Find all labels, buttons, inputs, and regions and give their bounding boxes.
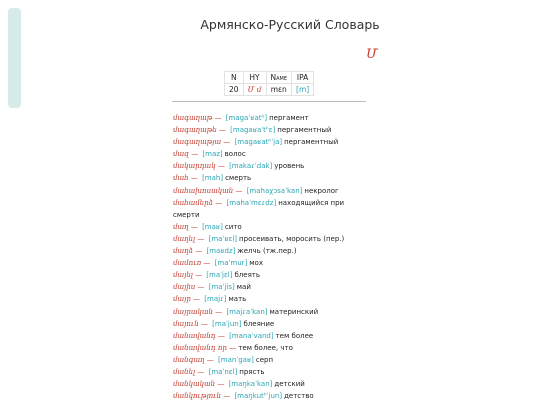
translation: пергаментный bbox=[284, 138, 339, 147]
separator-dash: — bbox=[216, 126, 229, 135]
list-item bbox=[165, 366, 365, 378]
page-title: Армянско-Русский Словарь bbox=[200, 17, 380, 32]
separator-dash: — bbox=[212, 114, 224, 122]
headword[interactable]: մայիս bbox=[173, 283, 196, 292]
headword[interactable]: մաղ bbox=[173, 222, 189, 231]
ipa-transcription: [maŋkaˈkan] bbox=[228, 380, 273, 389]
headword[interactable]: մայուն bbox=[173, 319, 199, 328]
ipa-transcription: [magaʁaˈtʰɛ] bbox=[230, 126, 276, 135]
headword[interactable]: մազ bbox=[173, 150, 189, 159]
list-item bbox=[165, 148, 365, 160]
separator-dash: — bbox=[215, 380, 227, 389]
separator-dash: — bbox=[198, 319, 211, 328]
separator-dash: — bbox=[195, 367, 207, 376]
list-item bbox=[165, 390, 365, 402]
header-name: Name bbox=[266, 72, 292, 84]
headword[interactable]: մանավանդ bbox=[173, 331, 216, 340]
translation: волос bbox=[224, 150, 246, 159]
separator-dash: — bbox=[188, 150, 201, 159]
separator-dash: — bbox=[188, 222, 201, 231]
ipa-transcription: [maˈmur] bbox=[214, 259, 248, 268]
translation: находящийся при смерти bbox=[173, 198, 345, 219]
letter-table-row bbox=[225, 84, 314, 96]
letter-heading: Մ bbox=[366, 47, 378, 62]
list-item bbox=[165, 342, 365, 354]
list-item bbox=[165, 112, 365, 124]
separator-dash: — bbox=[233, 186, 245, 195]
headword[interactable]: մագաղաթե bbox=[173, 126, 217, 135]
list-item bbox=[165, 378, 365, 390]
headword[interactable]: մանկություն bbox=[173, 392, 221, 401]
ipa-transcription: [maˈjɛl] bbox=[206, 271, 233, 280]
headword[interactable]: մակարդակ bbox=[173, 162, 216, 171]
list-item bbox=[165, 306, 365, 318]
headword[interactable]: մանավանդ որ bbox=[173, 343, 227, 352]
separator-dash: — bbox=[193, 247, 205, 256]
ipa-transcription: [maʁ] bbox=[202, 222, 223, 231]
headword[interactable]: մանգաղ bbox=[173, 355, 205, 364]
cell-hy: Մ մ bbox=[243, 84, 266, 96]
separator-dash: — bbox=[213, 198, 225, 207]
translation: смерть bbox=[225, 174, 252, 183]
ipa-transcription: [mahaˈmɛɾdz] bbox=[226, 198, 277, 207]
headword[interactable]: մամուռ bbox=[173, 259, 202, 268]
list-item bbox=[165, 172, 365, 184]
separator-dash: — bbox=[221, 392, 233, 401]
separator-dash: — bbox=[212, 307, 225, 316]
list-item bbox=[165, 330, 365, 342]
headword[interactable]: մահ bbox=[173, 174, 189, 183]
letter-table bbox=[224, 71, 314, 96]
ipa-transcription: [maˈjis] bbox=[208, 283, 235, 292]
scrollbar[interactable] bbox=[8, 8, 21, 108]
list-item bbox=[165, 281, 365, 293]
divider bbox=[172, 101, 366, 102]
headword[interactable]: մայրական bbox=[173, 307, 213, 316]
list-item bbox=[165, 293, 365, 305]
list-item bbox=[165, 124, 365, 136]
letter-table-header bbox=[225, 72, 314, 84]
translation: тем более, что bbox=[238, 343, 293, 352]
cell-ipa: [m] bbox=[292, 84, 314, 96]
separator-dash: — bbox=[192, 271, 205, 280]
translation: прясть bbox=[239, 367, 265, 376]
entry-list bbox=[165, 112, 365, 402]
ipa-transcription: [maz] bbox=[202, 150, 223, 159]
cell-name: mɛn bbox=[266, 84, 292, 96]
translation: тем более bbox=[275, 331, 314, 340]
headword[interactable]: մաղել bbox=[173, 234, 196, 243]
translation: просеивать, моросить (пер.) bbox=[239, 234, 345, 243]
list-item bbox=[165, 185, 365, 197]
separator-dash: — bbox=[195, 234, 207, 243]
ipa-transcription: [maˈnɛl] bbox=[208, 367, 238, 376]
separator-dash: — bbox=[204, 355, 217, 364]
list-item bbox=[165, 233, 365, 245]
list-item bbox=[165, 257, 365, 269]
headword[interactable]: մագաղաթ bbox=[173, 114, 213, 122]
ipa-transcription: [maˈjun] bbox=[212, 319, 242, 328]
list-item bbox=[165, 197, 365, 221]
separator-dash: — bbox=[226, 343, 239, 352]
ipa-transcription: [magaˈʁatʰ] bbox=[225, 114, 268, 122]
separator-dash: — bbox=[215, 331, 228, 340]
translation: мох bbox=[249, 259, 263, 268]
cell-n: 20 bbox=[225, 84, 244, 96]
translation: мать bbox=[228, 295, 247, 304]
headword[interactable]: մանել bbox=[173, 367, 196, 376]
translation: блеяние bbox=[243, 319, 275, 328]
ipa-transcription: [manaˈvand] bbox=[229, 331, 274, 340]
ipa-transcription: [manˈgaʁ] bbox=[218, 355, 254, 364]
separator-dash: — bbox=[195, 283, 207, 292]
translation: май bbox=[236, 283, 251, 292]
list-item bbox=[165, 221, 365, 233]
translation: блеять bbox=[234, 271, 260, 280]
translation: желчь (тж.пер.) bbox=[237, 247, 297, 256]
headword[interactable]: մայր bbox=[173, 295, 191, 304]
separator-dash: — bbox=[221, 138, 233, 147]
ipa-transcription: [maŋkutʰˈjun] bbox=[234, 392, 283, 401]
headword[interactable]: մահախոսական bbox=[173, 186, 234, 195]
separator-dash: — bbox=[188, 174, 201, 183]
translation: детство bbox=[284, 392, 314, 401]
separator-dash: — bbox=[190, 295, 203, 304]
ipa-transcription: [majɾaˈkan] bbox=[226, 307, 268, 316]
ipa-transcription: [majɾ] bbox=[204, 295, 227, 304]
ipa-transcription: [magaʁatʰˈja] bbox=[234, 138, 283, 147]
ipa-transcription: [mahaχɔsaˈkan] bbox=[246, 186, 303, 195]
list-item bbox=[165, 136, 365, 148]
headword[interactable]: մաղձ bbox=[173, 247, 194, 256]
list-item bbox=[165, 318, 365, 330]
translation: пергаментный bbox=[277, 126, 332, 135]
ipa-transcription: [maˈʁɛl] bbox=[208, 234, 238, 243]
header-hy: HY bbox=[243, 72, 266, 84]
translation: некролог bbox=[304, 186, 339, 195]
ipa-transcription: [mah] bbox=[202, 174, 224, 183]
translation: материнский bbox=[269, 307, 319, 316]
headword[interactable]: մանկական bbox=[173, 380, 216, 389]
headword[interactable]: մագաղաթյա bbox=[173, 138, 222, 147]
translation: уровень bbox=[274, 162, 305, 171]
header-ipa: IPA bbox=[292, 72, 314, 84]
header-n: N bbox=[225, 72, 244, 84]
list-item bbox=[165, 245, 365, 257]
list-item bbox=[165, 269, 365, 281]
ipa-transcription: [makaɾˈdak] bbox=[229, 162, 273, 171]
list-item bbox=[165, 354, 365, 366]
list-item bbox=[165, 160, 365, 172]
separator-dash: — bbox=[215, 162, 228, 171]
separator-dash: — bbox=[201, 259, 213, 268]
headword[interactable]: մայել bbox=[173, 271, 193, 280]
translation: пергамент bbox=[269, 114, 309, 122]
translation: сито bbox=[224, 222, 242, 231]
headword[interactable]: մահամերձ bbox=[173, 198, 214, 207]
translation: детский bbox=[274, 380, 305, 389]
translation: серп bbox=[255, 355, 274, 364]
ipa-transcription: [maʁdz] bbox=[206, 247, 236, 256]
